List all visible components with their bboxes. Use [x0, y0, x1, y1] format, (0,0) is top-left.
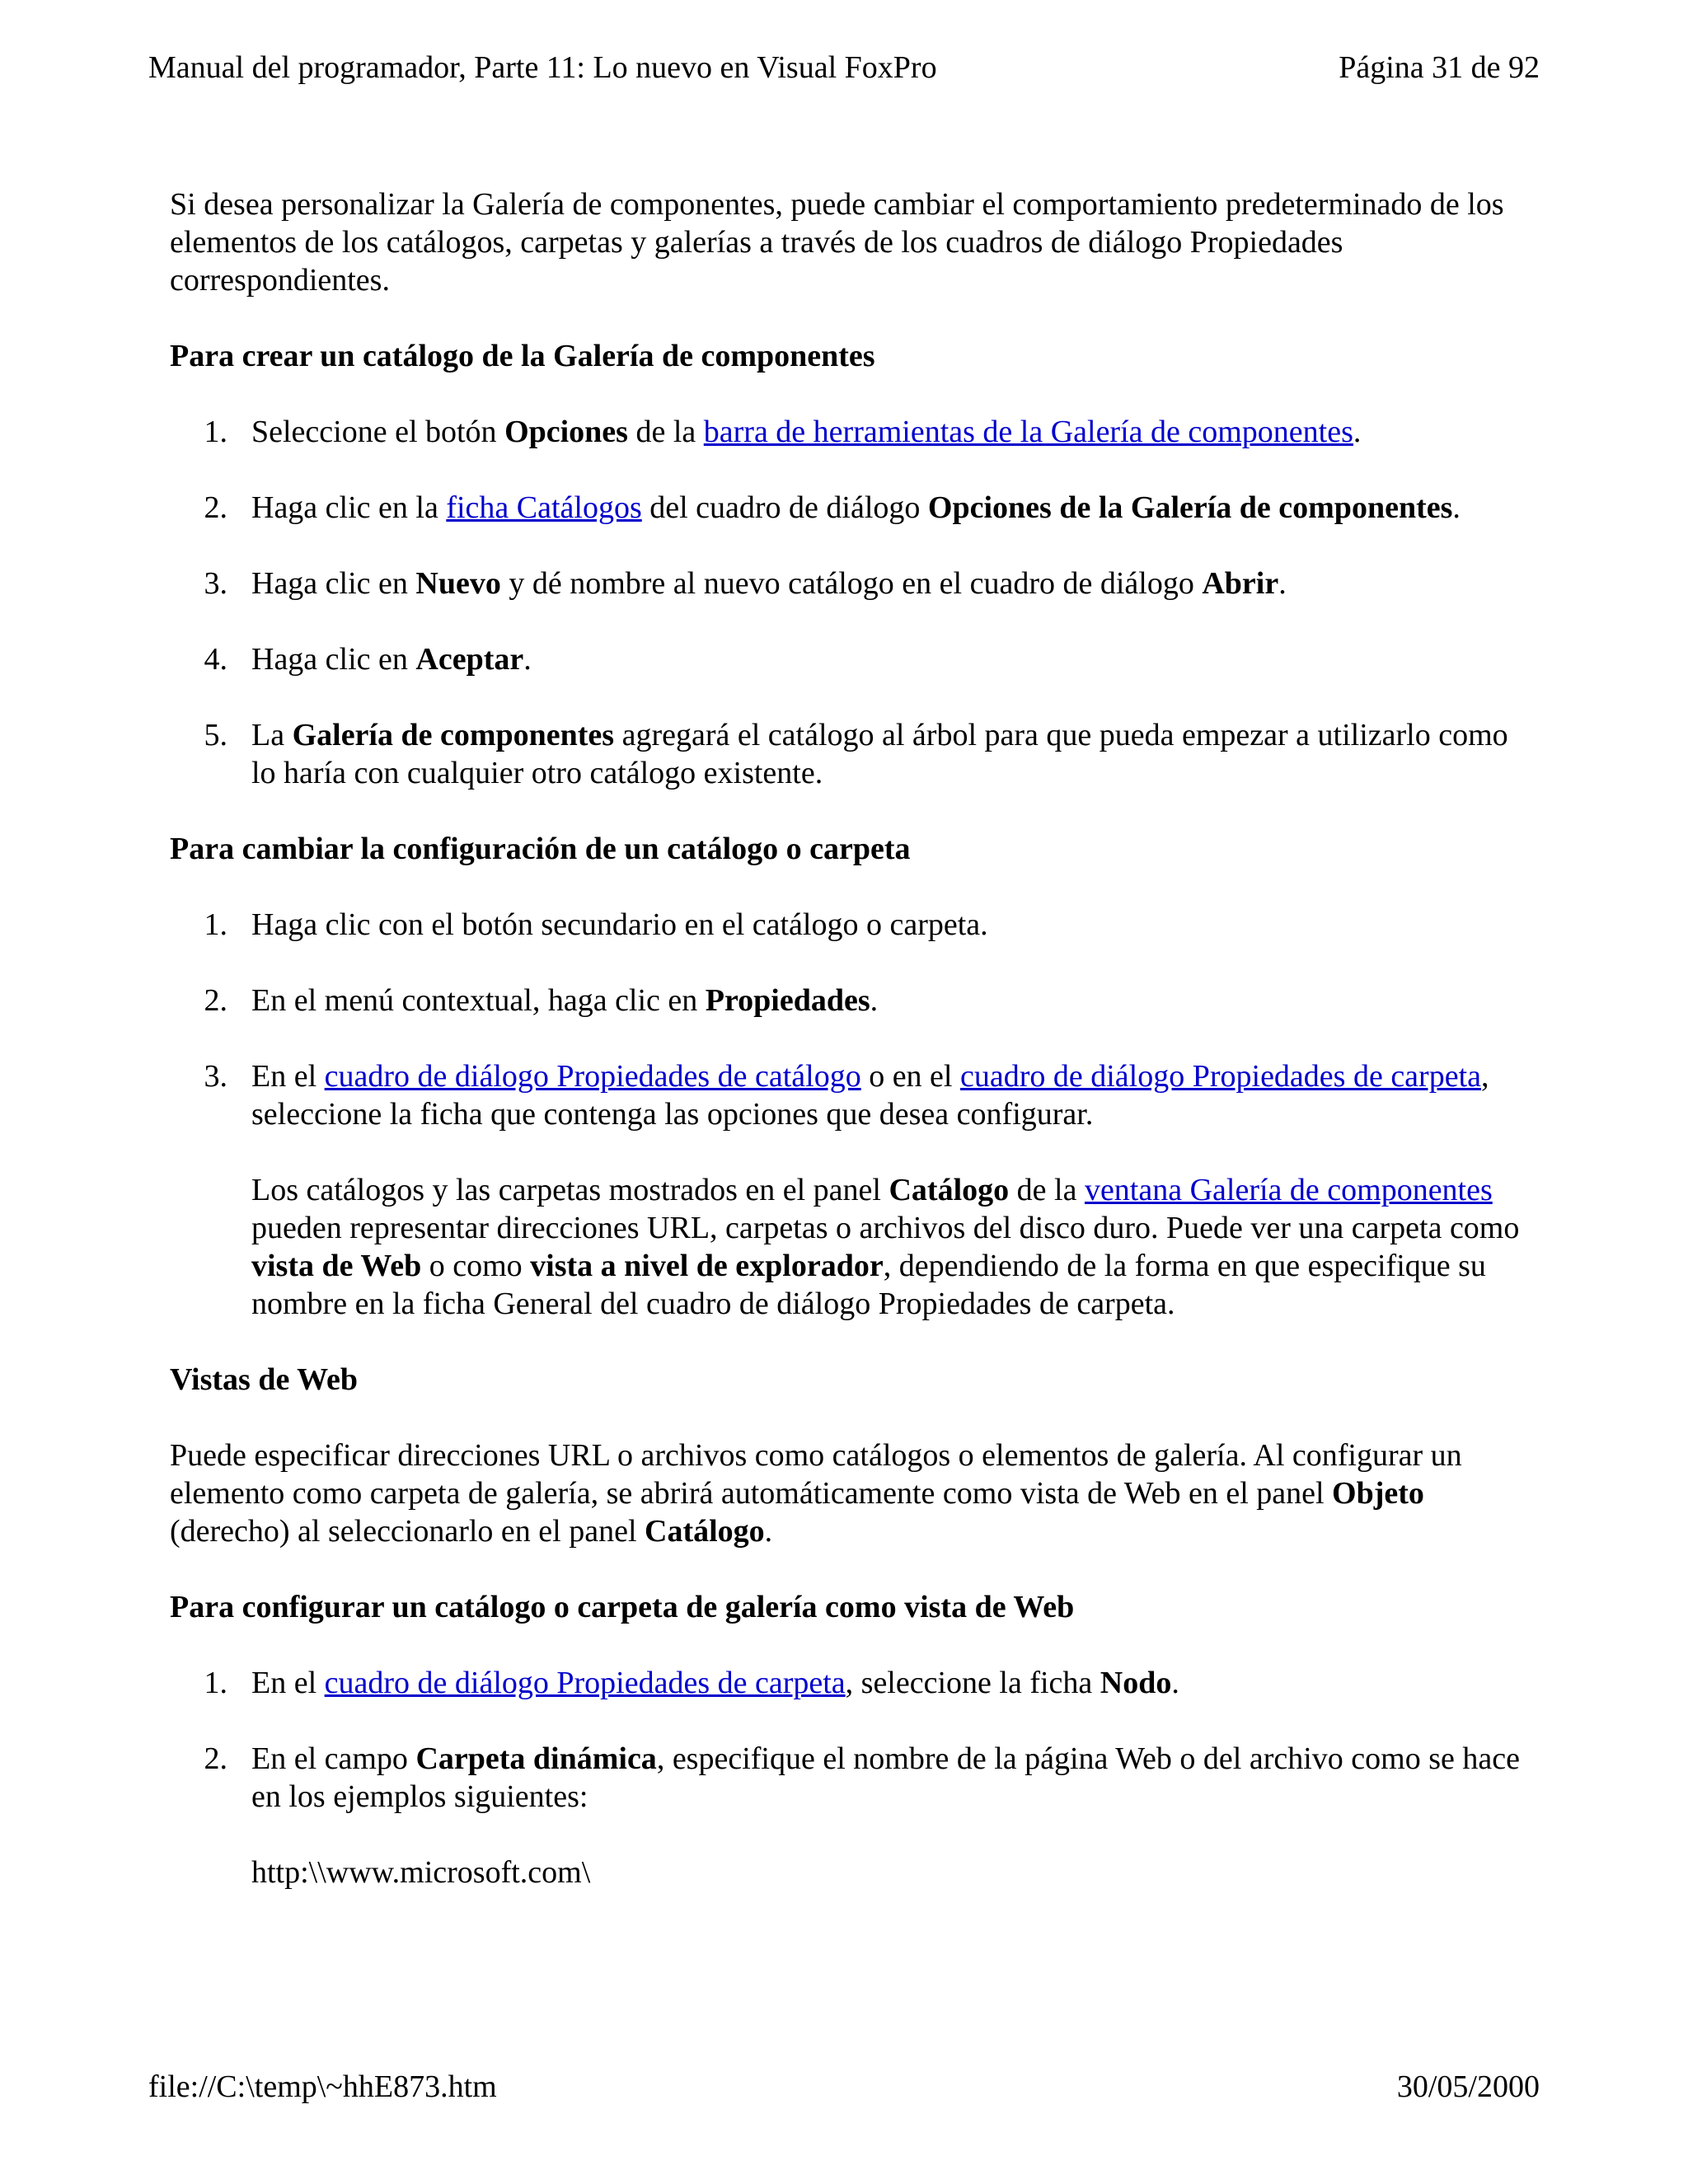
heading-create-catalog: Para crear un catálogo de la Galería de componentes [170, 339, 875, 373]
header-title: Manual del programador, Parte 11: Lo nuevo en Visual FoxPro [148, 50, 937, 85]
intro-paragraph: Si desea personalizar la Galería de componentes, puede cambiar el comportamiento predeterminado de los elementos de los catálogos, carpetas y galerías a través de los cuadros de diálogo Propiedades correspondientes. [170, 187, 1504, 298]
page-header [148, 49, 1540, 86]
list-item: 2. En el menú contextual, haga clic en Propiedades. [204, 983, 879, 1018]
list-item: 4. Haga clic en Aceptar. [204, 642, 532, 677]
footer-date: 30/05/2000 [1396, 2069, 1540, 2104]
list-item: 3. En el cuadro de diálogo Propiedades de catálogo o en el cuadro de diálogo Propiedades de carpeta, seleccione la ficha que contenga las opciones que desea configurar. Los catálogos y las carpetas mostrados en el panel Catálogo de la ventana Galería de componentes pueden representar direcciones URL, carpetas o archivos del disco duro. Puede ver una carpeta como vista de Web o como vista a nivel de explorador, dependiendo de la forma en que especifique su nombre en la ficha General del cuadro de diálogo Propiedades de carpeta. [170, 1057, 1530, 1323]
web-views-paragraph: Puede especificar direcciones URL o archivos como catálogos o elementos de galería. Al configurar un elemento como carpeta de galería, se abrirá automáticamente como vista de Web en el panel Objeto (derecho) al seleccionarlo en el panel Catálogo. [170, 1438, 1462, 1549]
list-item: 1. Seleccione el botón Opciones de la barra de herramientas de la Galería de componentes. [204, 415, 1362, 449]
heading-web-views: Vistas de Web [170, 1362, 359, 1397]
link-gallery-window[interactable]: ventana Galería de componentes [1084, 1173, 1493, 1207]
list-item: 5. La Galería de componentes agregará el catálogo al árbol para que pueda empezar a utilizarlo como lo haría con cualquier otro catálogo existente. [204, 718, 1508, 790]
note-paragraph: Los catálogos y las carpetas mostrados en el panel Catálogo de la ventana Galería de componentes pueden representar direcciones URL, carpetas o archivos del disco duro. Puede ver una carpeta como vista de Web o como vista a nivel de explorador, dependiendo de la forma en que especifique su nombre en la ficha General del cuadro de diálogo Propiedades de carpeta. [251, 1173, 1520, 1321]
steps-create-catalog [170, 413, 1530, 792]
heading-configure-web-view: Para configurar un catálogo o carpeta de galería como vista de Web [170, 1590, 1075, 1624]
list-item: 1. Haga clic con el botón secundario en el catálogo o carpeta. [204, 907, 988, 942]
steps-configure-web-view [170, 1664, 1530, 1891]
document-body [170, 185, 1530, 1929]
link-toolbar[interactable]: barra de herramientas de la Galería de componentes [703, 415, 1353, 449]
list-item: 3. Haga clic en Nuevo y dé nombre al nuevo catálogo en el cuadro de diálogo Abrir. [204, 566, 1287, 601]
link-folder-properties[interactable]: cuadro de diálogo Propiedades de carpeta [959, 1059, 1481, 1094]
heading-change-settings: Para cambiar la configuración de un catálogo o carpeta [170, 832, 911, 866]
steps-change-settings [170, 906, 1530, 1323]
list-item: 1. En el cuadro de diálogo Propiedades de carpeta, seleccione la ficha Nodo. [204, 1666, 1179, 1700]
page-footer [148, 2069, 1540, 2105]
example-url: http:\\www.microsoft.com\ [251, 1855, 591, 1890]
link-catalog-tab[interactable]: ficha Catálogos [446, 490, 642, 525]
footer-file-path: file://C:\temp\~hhE873.htm [148, 2069, 497, 2104]
header-page-number: Página 31 de 92 [1339, 50, 1540, 85]
list-item: 2. Haga clic en la ficha Catálogos del cuadro de diálogo Opciones de la Galería de componentes. [204, 490, 1461, 525]
link-folder-properties-2[interactable]: cuadro de diálogo Propiedades de carpeta [324, 1666, 846, 1700]
link-catalog-properties[interactable]: cuadro de diálogo Propiedades de catálogo [324, 1059, 861, 1094]
list-item: 2. En el campo Carpeta dinámica, especifique el nombre de la página Web o del archivo como se hace en los ejemplos siguientes: http:\\www.microsoft.com\ [170, 1740, 1530, 1891]
